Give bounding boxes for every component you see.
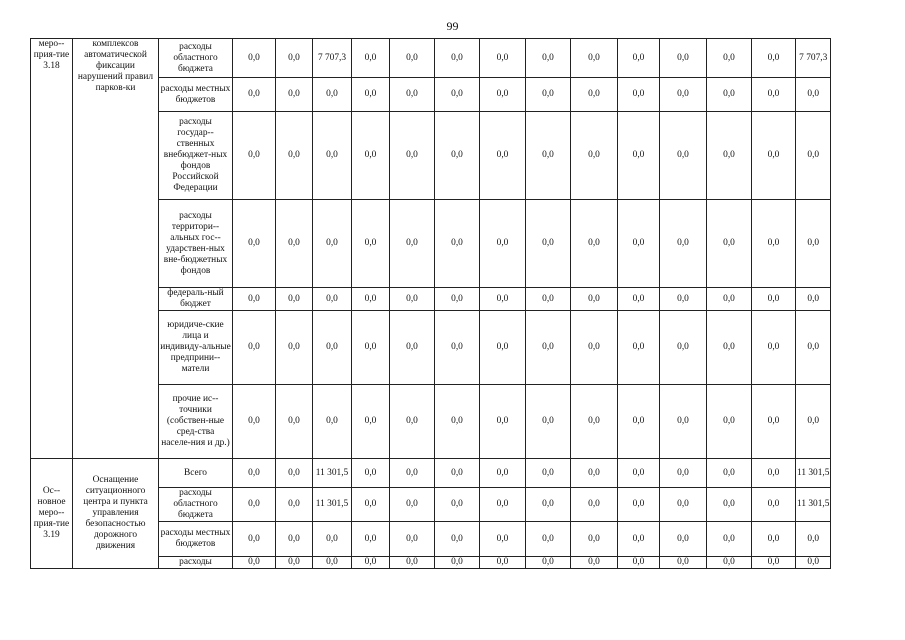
budget-table (30, 38, 831, 569)
value-cell: 11 301,5 (796, 459, 831, 488)
value-cell: 0,0 (796, 78, 831, 112)
value-cell: 0,0 (796, 112, 831, 200)
value-cell: 0,0 (660, 78, 707, 112)
measure-code: Ос-новное меро-прия-тие 3.19 (31, 459, 73, 569)
value-cell: 0,0 (435, 39, 480, 78)
value-cell: 0,0 (480, 112, 526, 200)
value-cell: 0,0 (660, 488, 707, 522)
value-cell: 0,0 (352, 459, 390, 488)
value-cell: 0,0 (752, 112, 796, 200)
funding-source: расходы государ-ственных внебюджет-ных фондов Российской Федерации (159, 112, 233, 200)
value-cell: 0,0 (233, 385, 276, 459)
value-cell: 0,0 (390, 288, 435, 311)
value-cell: 0,0 (480, 459, 526, 488)
value-cell: 0,0 (796, 557, 831, 569)
value-cell: 0,0 (526, 385, 571, 459)
value-cell: 0,0 (435, 200, 480, 288)
value-cell: 0,0 (526, 78, 571, 112)
value-cell: 0,0 (707, 459, 752, 488)
value-cell: 0,0 (233, 288, 276, 311)
value-cell: 0,0 (276, 288, 313, 311)
table-row (31, 39, 831, 78)
value-cell: 0,0 (618, 459, 660, 488)
value-cell: 0,0 (276, 488, 313, 522)
value-cell: 0,0 (660, 200, 707, 288)
value-cell: 0,0 (390, 311, 435, 385)
value-cell: 0,0 (313, 311, 352, 385)
value-cell: 0,0 (313, 288, 352, 311)
value-cell: 0,0 (526, 311, 571, 385)
value-cell: 0,0 (352, 311, 390, 385)
value-cell: 0,0 (526, 112, 571, 200)
value-cell: 0,0 (276, 200, 313, 288)
value-cell: 0,0 (660, 112, 707, 200)
page-number: 99 (446, 19, 459, 33)
value-cell: 0,0 (707, 112, 752, 200)
value-cell: 0,0 (313, 200, 352, 288)
value-cell: 0,0 (390, 459, 435, 488)
funding-source: расходы территори-альных гос-ударствен-ных вне-бюджетных фондов (159, 200, 233, 288)
value-cell: 0,0 (660, 39, 707, 78)
value-cell: 0,0 (707, 78, 752, 112)
value-cell: 0,0 (660, 557, 707, 569)
value-cell: 0,0 (435, 488, 480, 522)
value-cell: 0,0 (352, 78, 390, 112)
value-cell: 0,0 (618, 385, 660, 459)
value-cell: 0,0 (752, 522, 796, 557)
funding-source: расходы областного бюджета (159, 39, 233, 78)
value-cell: 0,0 (660, 311, 707, 385)
value-cell: 0,0 (618, 311, 660, 385)
table-row (31, 459, 831, 488)
value-cell: 0,0 (313, 385, 352, 459)
funding-source: расходы местных бюджетов (159, 522, 233, 557)
value-cell: 0,0 (480, 78, 526, 112)
value-cell: 0,0 (233, 522, 276, 557)
value-cell: 0,0 (390, 78, 435, 112)
value-cell: 0,0 (752, 39, 796, 78)
value-cell: 0,0 (707, 200, 752, 288)
value-cell: 0,0 (233, 112, 276, 200)
value-cell: 0,0 (276, 557, 313, 569)
value-cell: 0,0 (707, 557, 752, 569)
value-cell: 0,0 (618, 522, 660, 557)
value-cell: 0,0 (618, 557, 660, 569)
value-cell: 0,0 (276, 385, 313, 459)
funding-source: юридиче-ские лица и индивиду-альные предприни-матели (159, 311, 233, 385)
value-cell: 0,0 (526, 39, 571, 78)
value-cell: 0,0 (435, 311, 480, 385)
value-cell: 0,0 (752, 385, 796, 459)
value-cell: 0,0 (233, 78, 276, 112)
value-cell: 11 301,5 (796, 488, 831, 522)
value-cell: 0,0 (571, 557, 618, 569)
value-cell: 0,0 (276, 39, 313, 78)
funding-source: расходы местных бюджетов (159, 78, 233, 112)
value-cell: 0,0 (571, 311, 618, 385)
value-cell: 0,0 (276, 112, 313, 200)
value-cell: 0,0 (796, 522, 831, 557)
value-cell: 0,0 (571, 522, 618, 557)
value-cell: 0,0 (480, 522, 526, 557)
value-cell: 0,0 (618, 288, 660, 311)
value-cell: 0,0 (233, 39, 276, 78)
value-cell: 0,0 (435, 522, 480, 557)
value-cell: 0,0 (796, 385, 831, 459)
value-cell: 0,0 (352, 112, 390, 200)
value-cell: 0,0 (480, 39, 526, 78)
value-cell: 0,0 (526, 459, 571, 488)
measure-name: Оснащение ситуационного центра и пункта управления безопасностью дорожного движения (73, 459, 159, 569)
value-cell: 0,0 (752, 200, 796, 288)
value-cell: 0,0 (276, 78, 313, 112)
value-cell: 0,0 (707, 311, 752, 385)
value-cell: 0,0 (752, 557, 796, 569)
value-cell: 0,0 (435, 459, 480, 488)
measure-code: меро-прия-тие 3.18 (31, 39, 73, 459)
value-cell: 0,0 (571, 488, 618, 522)
value-cell: 0,0 (352, 488, 390, 522)
value-cell: 0,0 (707, 39, 752, 78)
value-cell: 0,0 (752, 288, 796, 311)
value-cell: 0,0 (480, 200, 526, 288)
value-cell: 0,0 (526, 200, 571, 288)
value-cell: 0,0 (233, 459, 276, 488)
value-cell: 0,0 (707, 288, 752, 311)
value-cell: 0,0 (435, 288, 480, 311)
value-cell: 0,0 (660, 522, 707, 557)
value-cell: 0,0 (571, 78, 618, 112)
value-cell: 0,0 (435, 557, 480, 569)
value-cell: 0,0 (660, 288, 707, 311)
value-cell: 0,0 (526, 557, 571, 569)
value-cell: 0,0 (660, 459, 707, 488)
value-cell: 0,0 (571, 459, 618, 488)
value-cell: 0,0 (618, 78, 660, 112)
value-cell: 0,0 (752, 459, 796, 488)
value-cell: 0,0 (796, 311, 831, 385)
value-cell: 0,0 (571, 200, 618, 288)
value-cell: 0,0 (618, 200, 660, 288)
value-cell: 0,0 (313, 78, 352, 112)
value-cell: 0,0 (526, 288, 571, 311)
funding-source: расходы областного бюджета (159, 488, 233, 522)
value-cell: 0,0 (390, 385, 435, 459)
value-cell: 0,0 (352, 557, 390, 569)
value-cell: 0,0 (707, 488, 752, 522)
value-cell: 0,0 (352, 288, 390, 311)
value-cell: 0,0 (313, 557, 352, 569)
value-cell: 0,0 (276, 522, 313, 557)
value-cell: 0,0 (233, 557, 276, 569)
value-cell: 0,0 (352, 200, 390, 288)
value-cell: 0,0 (618, 112, 660, 200)
value-cell: 0,0 (390, 488, 435, 522)
value-cell: 0,0 (796, 288, 831, 311)
funding-source: федераль-ный бюджет (159, 288, 233, 311)
funding-source: прочие ис-точники (собствен-ные сред-ства населе-ния и др.) (159, 385, 233, 459)
value-cell: 0,0 (276, 459, 313, 488)
value-cell: 0,0 (571, 112, 618, 200)
value-cell: 0,0 (571, 39, 618, 78)
value-cell: 0,0 (390, 522, 435, 557)
value-cell: 0,0 (233, 311, 276, 385)
value-cell: 0,0 (352, 385, 390, 459)
value-cell: 7 707,3 (313, 39, 352, 78)
value-cell: 7 707,3 (796, 39, 831, 78)
value-cell: 0,0 (435, 385, 480, 459)
measure-name: комплексов автоматической фиксации нарушений правил парков-ки (73, 39, 159, 459)
value-cell: 0,0 (233, 488, 276, 522)
value-cell: 0,0 (435, 78, 480, 112)
value-cell: 0,0 (435, 112, 480, 200)
value-cell: 0,0 (480, 557, 526, 569)
value-cell: 0,0 (618, 39, 660, 78)
value-cell: 0,0 (390, 557, 435, 569)
value-cell: 0,0 (390, 112, 435, 200)
value-cell: 0,0 (707, 522, 752, 557)
value-cell: 0,0 (618, 488, 660, 522)
funding-source: расходы (159, 557, 233, 569)
funding-source: Всего (159, 459, 233, 488)
value-cell: 0,0 (480, 288, 526, 311)
value-cell: 0,0 (571, 385, 618, 459)
value-cell: 0,0 (390, 39, 435, 78)
value-cell: 11 301,5 (313, 488, 352, 522)
value-cell: 0,0 (571, 288, 618, 311)
value-cell: 0,0 (276, 311, 313, 385)
value-cell: 0,0 (752, 311, 796, 385)
value-cell: 0,0 (526, 522, 571, 557)
value-cell: 11 301,5 (313, 459, 352, 488)
value-cell: 0,0 (480, 311, 526, 385)
value-cell: 0,0 (480, 385, 526, 459)
value-cell: 0,0 (233, 200, 276, 288)
value-cell: 0,0 (352, 522, 390, 557)
value-cell: 0,0 (660, 385, 707, 459)
value-cell: 0,0 (752, 488, 796, 522)
value-cell: 0,0 (707, 385, 752, 459)
value-cell: 0,0 (313, 522, 352, 557)
value-cell: 0,0 (752, 78, 796, 112)
value-cell: 0,0 (796, 200, 831, 288)
value-cell: 0,0 (526, 488, 571, 522)
value-cell: 0,0 (352, 39, 390, 78)
value-cell: 0,0 (390, 200, 435, 288)
value-cell: 0,0 (480, 488, 526, 522)
value-cell: 0,0 (313, 112, 352, 200)
